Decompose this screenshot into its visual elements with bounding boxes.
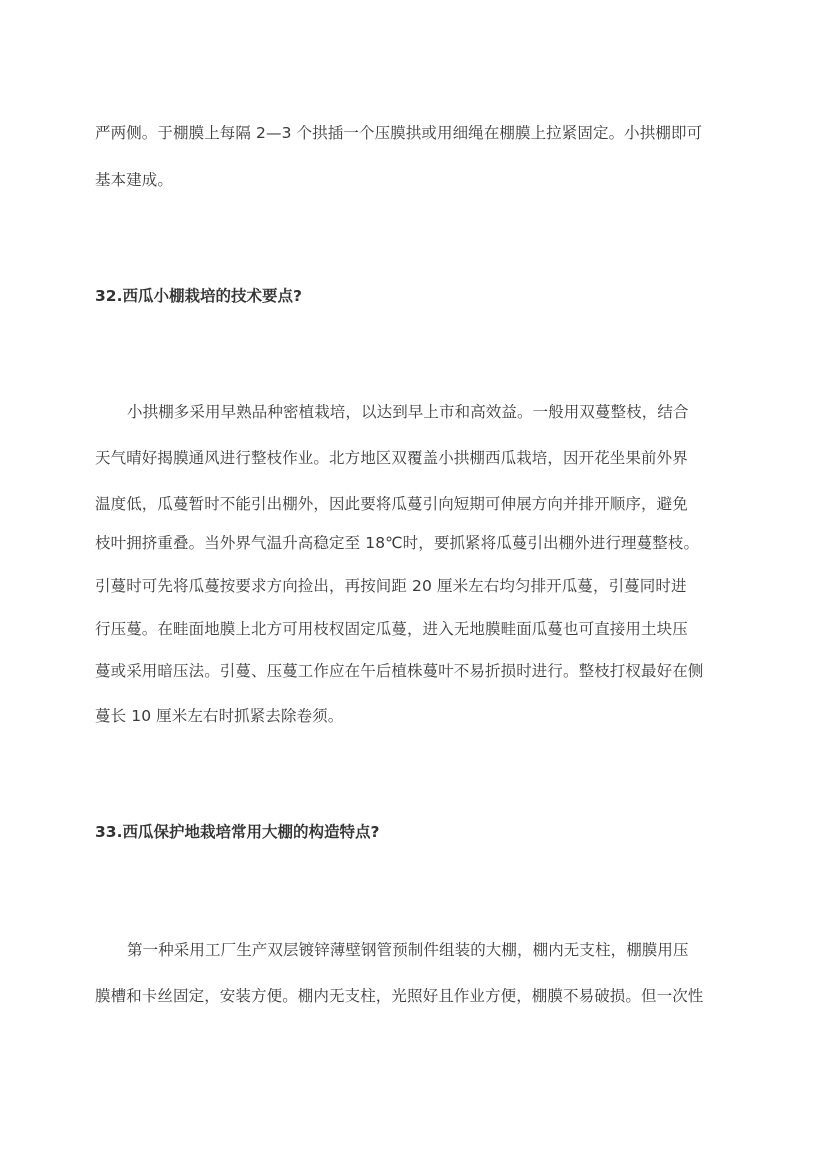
section-32-line-3: 温度低，瓜蔓暂时不能引出棚外，因此要将瓜蔓引向短期可伸展方向并排开顺序，避免 xyxy=(95,495,688,513)
section-32-line-1: 小拱棚多采用早熟品种密植栽培，以达到早上市和高效益。一般用双蔓整枝，结合 xyxy=(127,403,689,421)
section-33-heading: 33.西瓜保护地栽培常用大棚的构造特点? xyxy=(95,823,380,841)
section-32-heading: 32.西瓜小棚栽培的技术要点? xyxy=(95,287,302,305)
section-32-line-2: 天气晴好揭膜通风进行整枝作业。北方地区双覆盖小拱棚西瓜栽培，因开花坐果前外界 xyxy=(95,449,688,467)
section-33-line-2: 膜槽和卡丝固定，安装方便。棚内无支柱，光照好且作业方便，棚膜不易破损。但一次性 xyxy=(95,987,704,1005)
section-32-line-8: 蔓长 10 厘米左右时抓紧去除卷须。 xyxy=(95,707,344,725)
section-32-line-5: 引蔓时可先将瓜蔓按要求方向捡出，再按间距 20 厘米左右均匀排开瓜蔓，引蔓同时进 xyxy=(95,577,687,595)
intro-line-2: 基本建成。 xyxy=(95,171,174,189)
section-33-line-1: 第一种采用工厂生产双层镀锌薄壁钢管预制件组装的大棚，棚内无支柱，棚膜用压 xyxy=(127,941,689,959)
section-32-line-7: 蔓或采用暗压法。引蔓、压蔓工作应在午后植株蔓叶不易折损时进行。整枝打杈最好在侧 xyxy=(95,662,704,680)
section-32-line-4: 枝叶拥挤重叠。当外界气温升高稳定至 18℃时，要抓紧将瓜蔓引出棚外进行理蔓整枝。 xyxy=(95,534,700,552)
section-32-line-6: 行压蔓。在畦面地膜上北方可用枝杈固定瓜蔓，进入无地膜畦面瓜蔓也可直接用土块压 xyxy=(95,620,688,638)
intro-line-1: 严两侧。于棚膜上每隔 2—3 个拱插一个压膜拱或用细绳在棚膜上拉紧固定。小拱棚即可 xyxy=(95,124,703,142)
